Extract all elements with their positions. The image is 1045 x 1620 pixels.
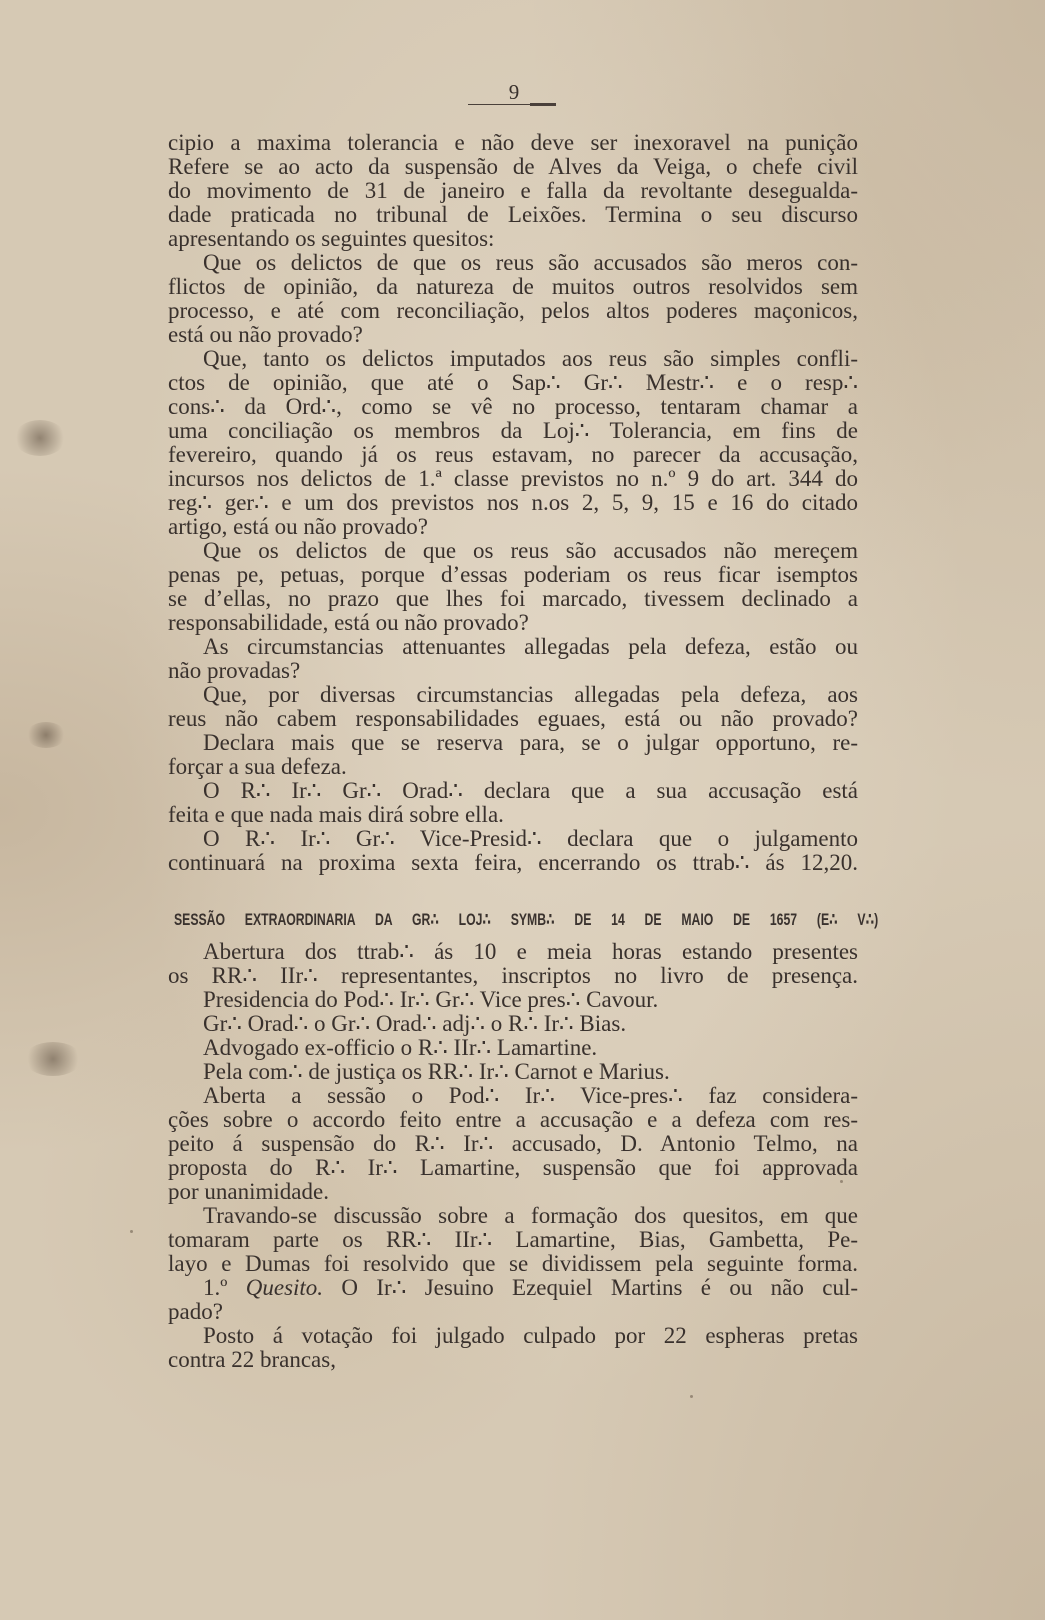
paper-speck xyxy=(690,1395,693,1398)
text-line: As circumstancias attenuantes allegadas pela defeza, estão ou xyxy=(203,634,858,659)
text-line: está ou não provado? xyxy=(168,322,363,347)
text-line: proposta do R∴ Ir∴ Lamartine, suspensão que foi approvada xyxy=(168,1155,858,1180)
text-line: Pela com∴ de justiça os RR∴ Ir∴ Carnot e Marius. xyxy=(203,1059,670,1084)
text-line: O R∴ Ir∴ Gr∴ Vice-Presid∴ declara que o julgamento xyxy=(203,826,858,851)
page-number-rule xyxy=(468,104,556,105)
text-line: Gr∴ Orad∴ o Gr∴ Orad∴ adj∴ o R∴ Ir∴ Bias. xyxy=(203,1011,627,1036)
quesito-label: Quesito. xyxy=(245,1275,324,1300)
text-line: Que os delictos de que os reus são accusados não mereçem xyxy=(203,538,858,563)
text-line: processo, e até com reconciliação, pelos altos poderes maçonicos, xyxy=(168,298,858,323)
quesito-number: 1.º xyxy=(203,1275,228,1300)
text-line: se d’ellas, no prazo que lhes foi marcado, tivessem declinado a xyxy=(168,586,858,611)
text-line: por unanimidade. xyxy=(168,1179,329,1204)
text-line: Presidencia do Pod∴ Ir∴ Gr∴ Vice pres∴ Cavour. xyxy=(203,987,659,1012)
text-line: artigo, está ou não provado? xyxy=(168,514,428,539)
text-line: apresentando os seguintes quesitos: xyxy=(168,226,495,251)
text-line: Refere se ao acto da suspensão de Alves da Veiga, o chefe civil xyxy=(168,154,858,179)
text-line: cipio a maxima tolerancia e não deve ser inexoravel na punição xyxy=(168,130,858,155)
text-line: layo e Dumas foi resolvido que se dividissem pela seguinte forma. xyxy=(168,1251,858,1276)
text-line: forçar a sua defeza. xyxy=(168,754,347,779)
text-line: flictos de opinião, da natureza de muitos outros resolvidos sem xyxy=(168,274,858,299)
text-line: os RR∴ IIr∴ representantes, inscriptos no livro de presença. xyxy=(168,963,858,988)
text-line: continuará na proxima sexta feira, encerrando os ttrab∴ ás 12,20. xyxy=(168,850,858,875)
margin-stain xyxy=(14,420,66,456)
text-line: fevereiro, quando já os reus estavam, no parecer da accusação, xyxy=(168,442,858,467)
quesito-text: O Ir∴ Jesuino Ezequiel Martins é ou não cul- xyxy=(341,1275,859,1300)
text-line: Aberta a sessão o Pod∴ Ir∴ Vice-pres∴ faz considera- xyxy=(203,1083,858,1108)
section-heading: SESSÃO EXTRAORDINARIA DA GR∴ LOJ∴ SYMB∴ DE 14 DE MAIO DE 1657 (E∴ V∴) xyxy=(174,910,879,929)
text-line: Que, tanto os delictos imputados aos reus são simples confli- xyxy=(203,346,858,371)
text-line: não provadas? xyxy=(168,658,301,683)
text-line: Que os delictos de que os reus são accusados são meros con- xyxy=(203,250,858,275)
margin-stain xyxy=(24,1042,82,1076)
text-line: feita e que nada mais dirá sobre ella. xyxy=(168,802,504,827)
text-line: ctos de opinião, que até o Sap∴ Gr∴ Mestr∴ e o resp∴ xyxy=(168,370,858,395)
text-line: dade praticada no tribunal de Leixões. Termina o seu discurso xyxy=(168,202,858,227)
text-line: contra 22 brancas, xyxy=(168,1347,336,1372)
text-line: Declara mais que se reserva para, se o julgar opportuno, re- xyxy=(203,730,858,755)
text-line: peito á suspensão do R∴ Ir∴ accusado, D. Antonio Telmo, na xyxy=(168,1131,858,1156)
text-line: Abertura dos ttrab∴ ás 10 e meia horas estando presentes xyxy=(203,939,858,964)
text-line: Advogado ex-officio o R∴ IIr∴ Lamartine. xyxy=(203,1035,598,1060)
text-line: do movimento de 31 de janeiro e falla da revoltante desegualda- xyxy=(168,178,858,203)
text-line: pado? xyxy=(168,1299,223,1324)
text-line: reg∴ ger∴ e um dos previstos nos n.os 2, 5, 9, 15 e 16 do citado xyxy=(168,490,858,515)
text-line: Que, por diversas circumstancias allegadas pela defeza, aos xyxy=(203,682,858,707)
text-line: ções sobre o accordo feito entre a accusação e a defeza com res- xyxy=(168,1107,858,1132)
text-line-quesito xyxy=(168,1276,858,1300)
page-number: 9 xyxy=(508,80,520,104)
text-line: reus não cabem responsabilidades eguaes, está ou não provado? xyxy=(168,706,858,731)
text-line: uma conciliação os membros da Loj∴ Tolerancia, em fins de xyxy=(168,418,858,443)
text-line: responsabilidade, está ou não provado? xyxy=(168,610,529,635)
text-line: cons∴ da Ord∴, como se vê no processo, tentaram chamar a xyxy=(168,394,858,419)
paper-speck xyxy=(130,1230,133,1233)
text-line: Posto á votação foi julgado culpado por 22 espheras pretas xyxy=(203,1323,858,1348)
text-line: O R∴ Ir∴ Gr∴ Orad∴ declara que a sua accusação está xyxy=(203,778,858,803)
text-line: incursos nos delictos de 1.ª classe previstos no n.º 9 do art. 344 do xyxy=(168,466,858,491)
margin-stain xyxy=(26,722,66,748)
text-line: penas pe, petuas, porque d’essas poderiam os reus ficar isemptos xyxy=(168,562,858,587)
body-text-section-1 xyxy=(168,131,858,875)
text-line: Travando-se discussão sobre a formação dos quesitos, em que xyxy=(203,1203,858,1228)
text-line: tomaram parte os RR∴ IIr∴ Lamartine, Bias, Gambetta, Pe- xyxy=(168,1227,858,1252)
body-text-section-2 xyxy=(168,940,858,1372)
